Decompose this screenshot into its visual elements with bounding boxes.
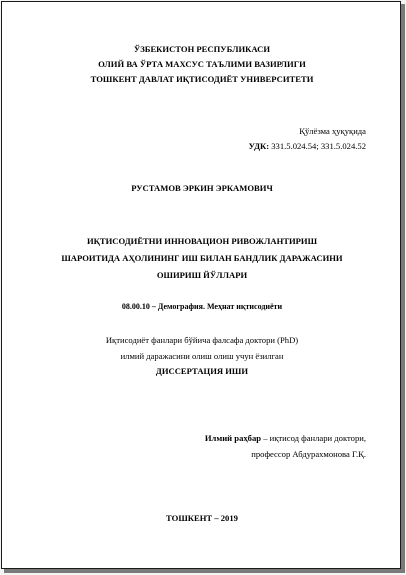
specialty-code: 08.00.10 – Демография. Меҳнат иқтисодиёти (121, 302, 283, 311)
udk-label: УДК: (248, 141, 270, 151)
supervisor-line-1 (205, 433, 366, 444)
manuscript-rights: Қўлёзма ҳуқуқида (299, 126, 366, 136)
dissertation-title-line-2: ШАРОИТИДА АҲОЛИНИНГ ИШ БИЛАН БАНДЛИК ДАРАЖАСИНИ (61, 253, 343, 263)
dissertation-title-line-1: ИҚТИСОДИЁТНИ ИННОВАЦИОН РИВОЖЛАНТИРИШ (86, 236, 318, 246)
page-shadow-right (401, 4, 405, 572)
ministry-country: ЎЗБЕКИСТОН РЕСПУБЛИКАСИ (133, 44, 271, 54)
document-page (1, 1, 401, 569)
ministry-name: ОЛИЙ ВА ЎРТА МАХСУС ТАЪЛИМИ ВАЗИРЛИГИ (98, 59, 306, 69)
author-name: РУСТАМОВ ЭРКИН ЭРКАМОВИЧ (131, 183, 273, 193)
supervisor-title: – иқтисод фанлари доктори, (261, 433, 366, 443)
university-name: ТОШКЕНТ ДАВЛАТ ИҚТИСОДИЁТ УНИВЕРСИТЕТИ (90, 74, 314, 84)
degree-line-2: илмий даражасини олиш олиш учун ёзилган (120, 351, 284, 361)
degree-line-1: Иқтисодиёт фанлари бўйича фалсафа доктори (PhD) (105, 335, 299, 345)
page-shadow-bottom (4, 569, 405, 573)
udk-value: 331.5.024.54; 331.5.024.52 (269, 141, 366, 151)
udk-line (249, 141, 366, 152)
supervisor-name: профессор Абдурахмонова Г.Қ. (251, 449, 366, 459)
dissertation-title-line-3: ОШИРИШ ЙЎЛЛАРИ (156, 270, 248, 280)
city-year: ТОШКЕНТ – 2019 (166, 513, 238, 523)
supervisor-label: Илмий раҳбар (204, 433, 262, 443)
dissertation-label: ДИССЕРТАЦИЯ ИШИ (155, 366, 249, 376)
